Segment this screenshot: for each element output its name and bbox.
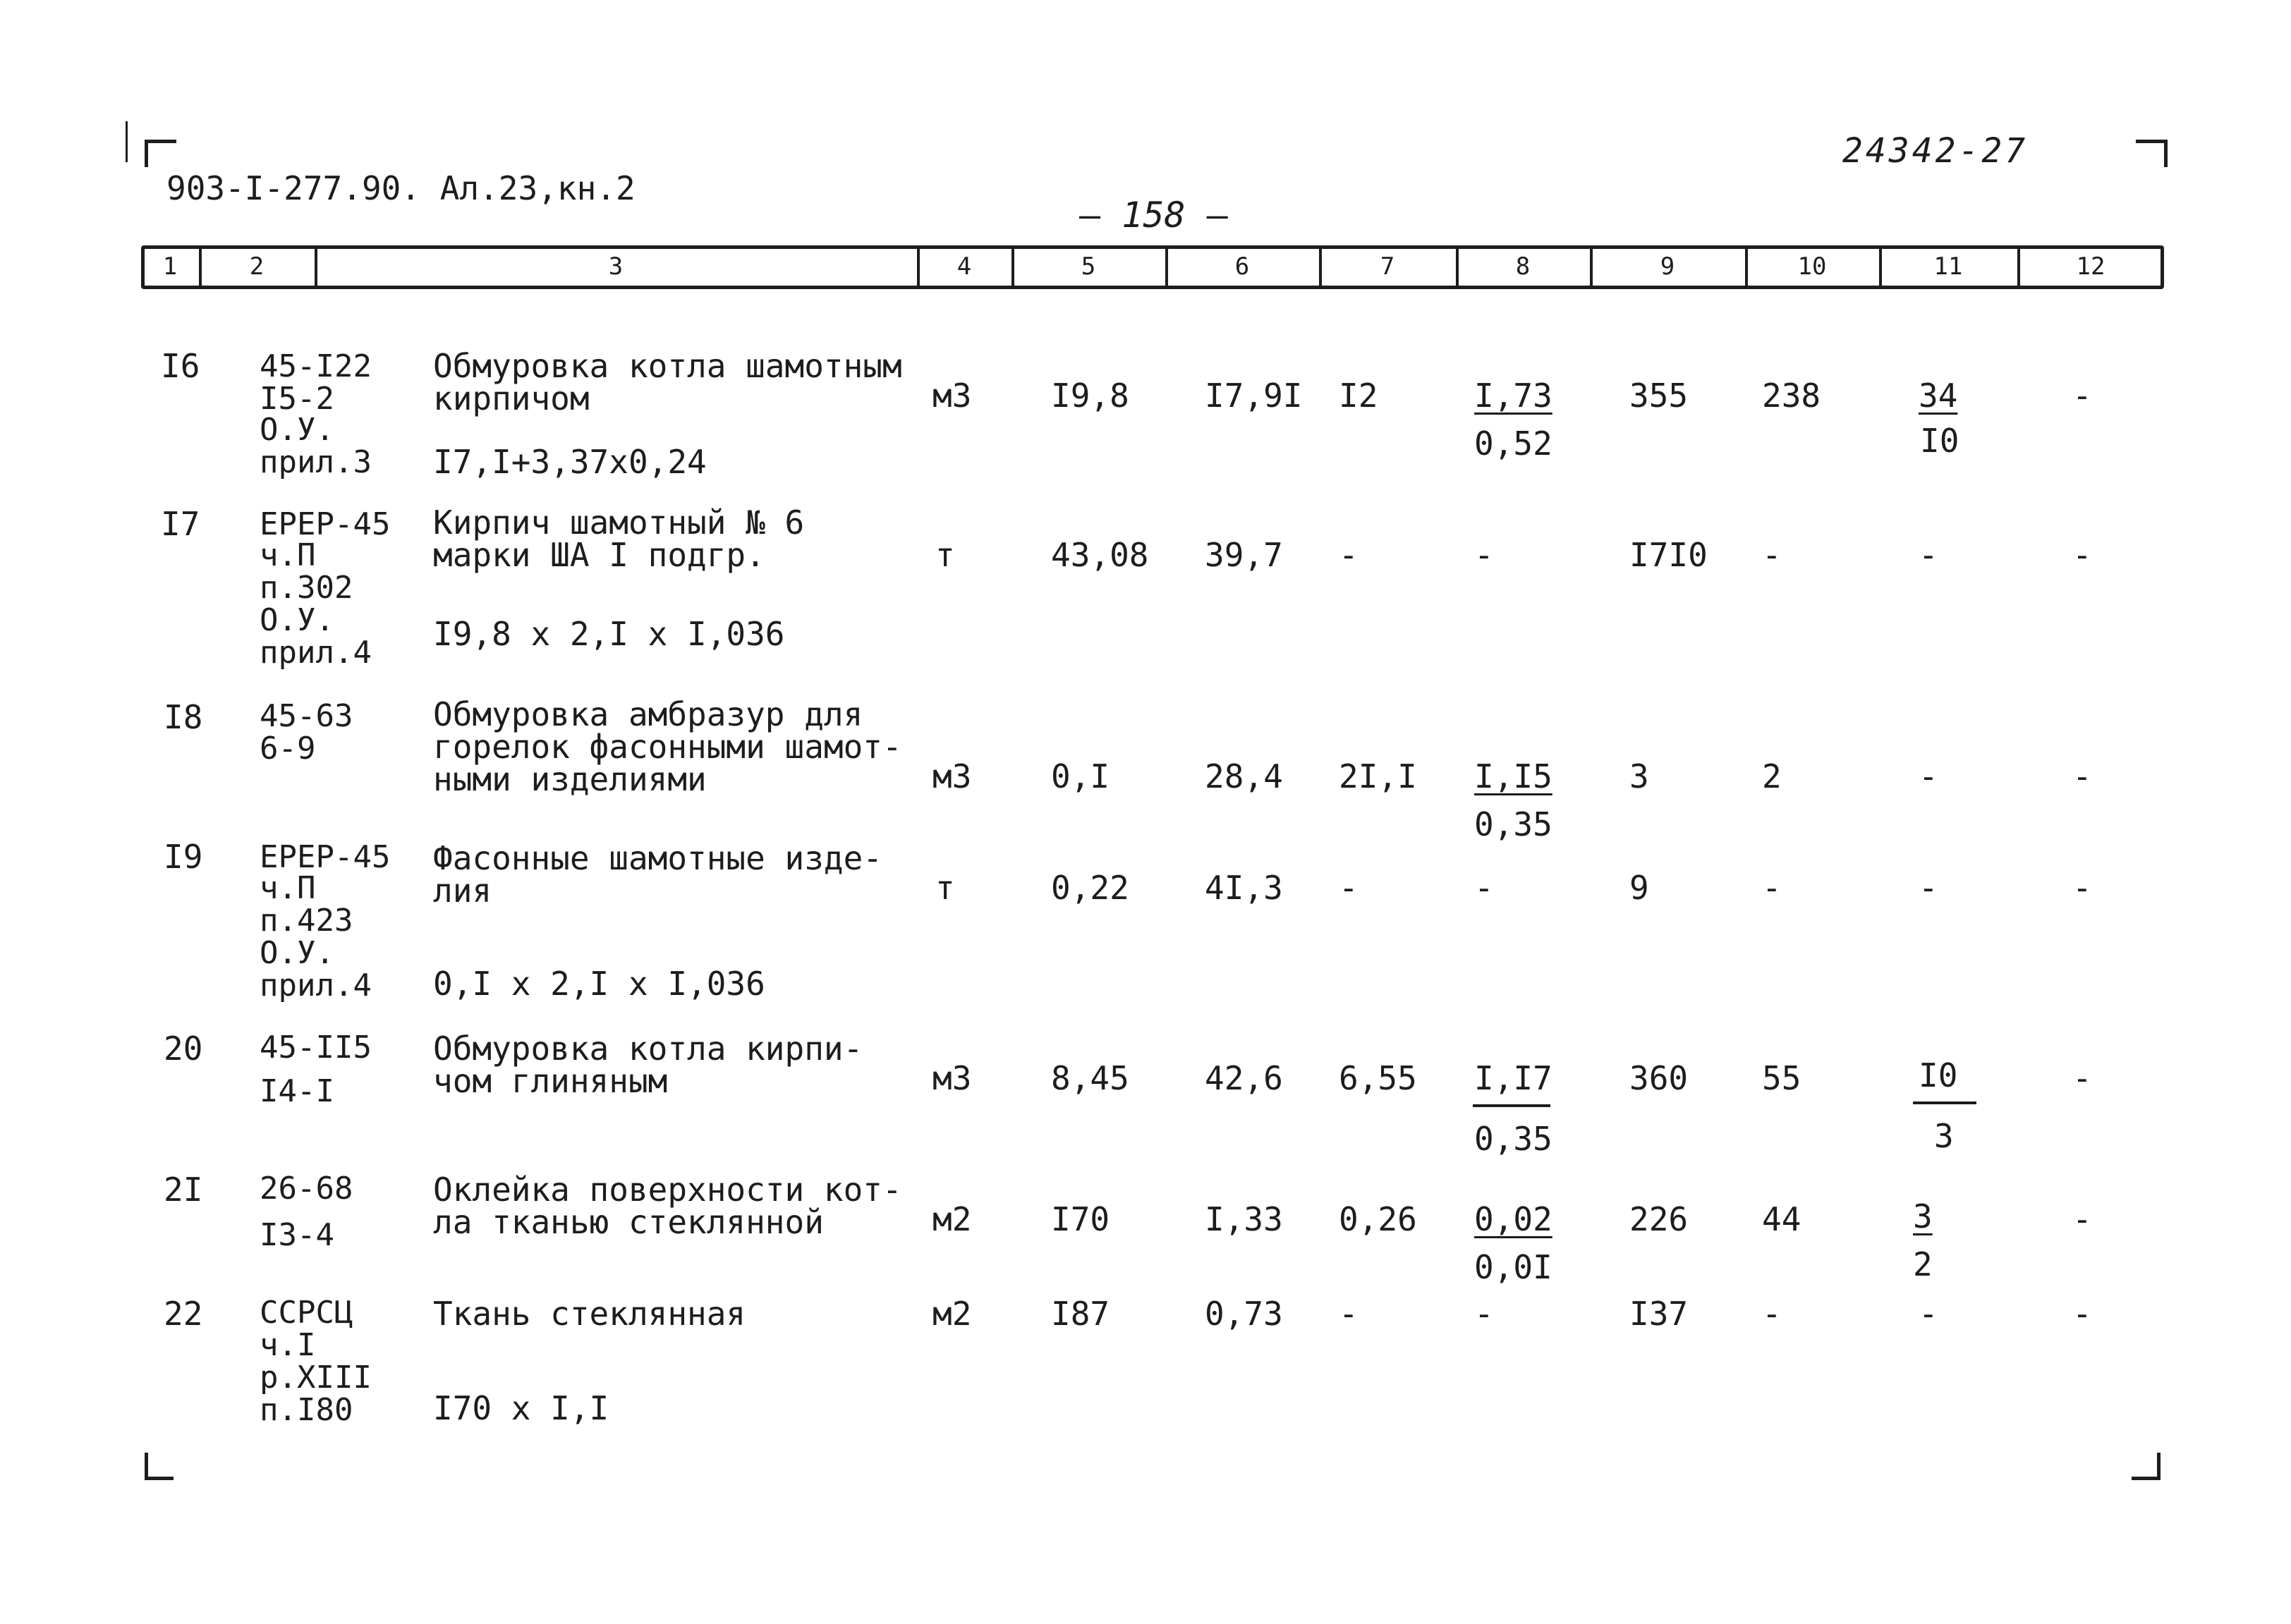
work-description: Ткань стеклянная [433,1295,746,1333]
col12-value: - [2072,536,2092,574]
col10-value: 238 [1762,377,1821,415]
column-number: 6 [1234,252,1250,281]
column-number: 3 [608,252,624,281]
col8-denominator: 0,0I [1474,1248,1552,1286]
norm-code: О.У. [260,602,334,638]
col11-numerator: 3 [1913,1197,1933,1235]
column-number: 11 [1933,252,1963,281]
norm-code: 45-63 [260,698,353,734]
col12-value: - [2072,869,2092,907]
col12-value: - [2072,757,2092,795]
work-description: Обмуровка котла кирпи- [433,1030,863,1068]
col8-denominator: 0,52 [1474,425,1552,463]
unit: м3 [932,757,972,795]
norm-code: ЕРЕР-45 [260,506,391,542]
col11-denominator: 3 [1934,1117,1954,1155]
column-number: 2 [249,252,265,281]
quantity-formula: I70 х I,I [433,1389,609,1427]
work-description: Оклейка поверхности кот- [433,1171,902,1209]
col9-value: 226 [1629,1200,1689,1238]
norm-code: 6-9 [260,731,316,767]
norm-code: прил.4 [260,967,372,1003]
unit-cost: 39,7 [1205,536,1283,574]
row-number: I7 [161,505,200,543]
norm-code: I4-I [260,1073,334,1109]
document-code: 903-I-277.90. Ал.23,кн.2 [166,169,636,207]
unit-cost: 4I,3 [1205,869,1283,907]
quantity: 43,08 [1051,536,1149,574]
col11-numerator: I0 [1919,1056,1958,1094]
unit: т [935,869,955,907]
quantity-formula: I7,I+3,37х0,24 [433,443,707,481]
col10-value: - [1762,536,1782,574]
col9-value: 3 [1629,757,1649,795]
col10-value: 2 [1762,757,1782,795]
corner-mark-bottom-left [145,1453,174,1480]
quantity: I87 [1051,1295,1110,1333]
document-number: 24342-27 [1842,131,2029,171]
work-description: чом глиняным [433,1062,668,1100]
work-description: Фасонные шамотные изде- [433,839,882,877]
col8-value: - [1474,1295,1494,1333]
work-description: горелок фасонными шамот- [433,728,902,766]
col8-numerator: I,73 [1474,377,1552,415]
col7-value: 6,55 [1339,1059,1417,1097]
col8-value: - [1474,536,1494,574]
unit: м3 [932,1059,972,1097]
norm-code: прил.4 [260,635,372,671]
row-number: 20 [164,1030,203,1068]
column-number: 7 [1380,252,1395,281]
column-number: 4 [956,252,972,281]
col11-denominator: 2 [1913,1245,1933,1283]
corner-mark-top-right [2136,140,2168,167]
norm-code: О.У. [260,412,334,448]
unit: м2 [932,1200,972,1238]
col10-value: 55 [1762,1059,1801,1097]
column-number: 12 [2076,252,2105,281]
quantity: 8,45 [1051,1059,1129,1097]
unit-cost: 28,4 [1205,757,1283,795]
col10-value: - [1762,869,1782,907]
work-description: ными изделиями [433,760,707,798]
column-number: 9 [1660,252,1675,281]
col11-value: - [1919,536,1938,574]
col11-numerator: 34 [1919,377,1958,415]
col8-numerator: 0,02 [1474,1200,1552,1238]
norm-code: 45-I22 [260,348,372,384]
col9-value: 360 [1629,1059,1689,1097]
column-number: 5 [1081,252,1096,281]
col12-value: - [2072,1200,2092,1238]
norm-code: прил.3 [260,444,372,480]
quantity-formula: 0,I х 2,I х I,036 [433,965,765,1003]
col9-value: 9 [1629,869,1649,907]
norm-code: I5-2 [260,381,334,417]
col9-value: I37 [1629,1295,1689,1333]
norm-code: I3-4 [260,1217,334,1253]
norm-code: п.I80 [260,1392,353,1428]
column-number: 10 [1797,252,1827,281]
fraction-line [1913,1101,1976,1104]
row-number: I8 [164,698,203,736]
col11-denominator: I0 [1920,422,1959,460]
norm-code: О.У. [260,935,334,971]
norm-code: 45-II5 [260,1030,372,1066]
unit: м3 [932,377,972,415]
col8-denominator: 0,35 [1474,805,1552,843]
row-number: I9 [164,838,203,876]
unit: м2 [932,1295,972,1333]
norm-code: п.302 [260,570,353,606]
col11-value: - [1919,1295,1938,1333]
corner-mark-top-left [145,140,176,167]
norm-code: ч.П [260,870,316,906]
norm-code: ССРСЦ [260,1295,353,1331]
norm-code: ЕРЕР-45 [260,839,391,875]
quantity: 0,22 [1051,869,1129,907]
col10-value: 44 [1762,1200,1801,1238]
work-description: ла тканью стеклянной [433,1203,824,1241]
unit-cost: 42,6 [1205,1059,1283,1097]
col12-value: - [2072,1295,2092,1333]
work-description: Обмуровка котла шамотным [433,347,902,385]
col11-value: - [1919,757,1938,795]
quantity: I70 [1051,1200,1110,1238]
col7-value: - [1339,1295,1359,1333]
page-number-block: — 158 — [1079,195,1228,236]
quantity: I9,8 [1051,377,1129,415]
unit-cost: I,33 [1205,1200,1283,1238]
column-number: 8 [1515,252,1531,281]
row-number: 22 [164,1295,203,1333]
col7-value: - [1339,869,1359,907]
work-description: кирпичом [433,379,590,417]
col9-value: I7I0 [1629,536,1708,574]
work-description: лия [433,872,492,910]
col10-value: - [1762,1295,1782,1333]
norm-code: ч.П [260,537,316,573]
col7-value: - [1339,536,1359,574]
col9-value: 355 [1629,377,1689,415]
norm-code: 26-68 [260,1171,353,1207]
work-description: Обмуровка амбразур для [433,695,863,733]
col8-value: - [1474,869,1494,907]
fraction-line [1473,1104,1550,1107]
norm-code: ч.I [260,1327,316,1363]
unit-cost: 0,73 [1205,1295,1283,1333]
col8-denominator: 0,35 [1474,1120,1552,1158]
unit: т [935,536,955,574]
corner-mark-bottom-right [2132,1453,2161,1480]
col7-value: 2I,I [1339,757,1417,795]
col12-value: - [2072,377,2092,415]
row-number: 2I [164,1171,203,1209]
col7-value: I2 [1339,377,1378,415]
work-description: марки ША I подгр. [433,536,765,574]
work-description: Кирпич шамотный № 6 [433,503,805,542]
col12-value: - [2072,1059,2092,1097]
corner-tick [126,121,130,162]
norm-code: п.423 [260,903,353,939]
col8-numerator: I,I7 [1474,1059,1552,1097]
col7-value: 0,26 [1339,1200,1417,1238]
unit-cost: I7,9I [1205,377,1303,415]
col8-numerator: I,I5 [1474,757,1552,795]
col11-value: - [1919,869,1938,907]
quantity: 0,I [1051,757,1110,795]
norm-code: р.XIII [260,1360,372,1396]
page-number: 158 [1122,195,1186,236]
quantity-formula: I9,8 х 2,I х I,036 [433,615,785,653]
row-number: I6 [161,347,200,385]
column-number: 1 [162,252,178,281]
